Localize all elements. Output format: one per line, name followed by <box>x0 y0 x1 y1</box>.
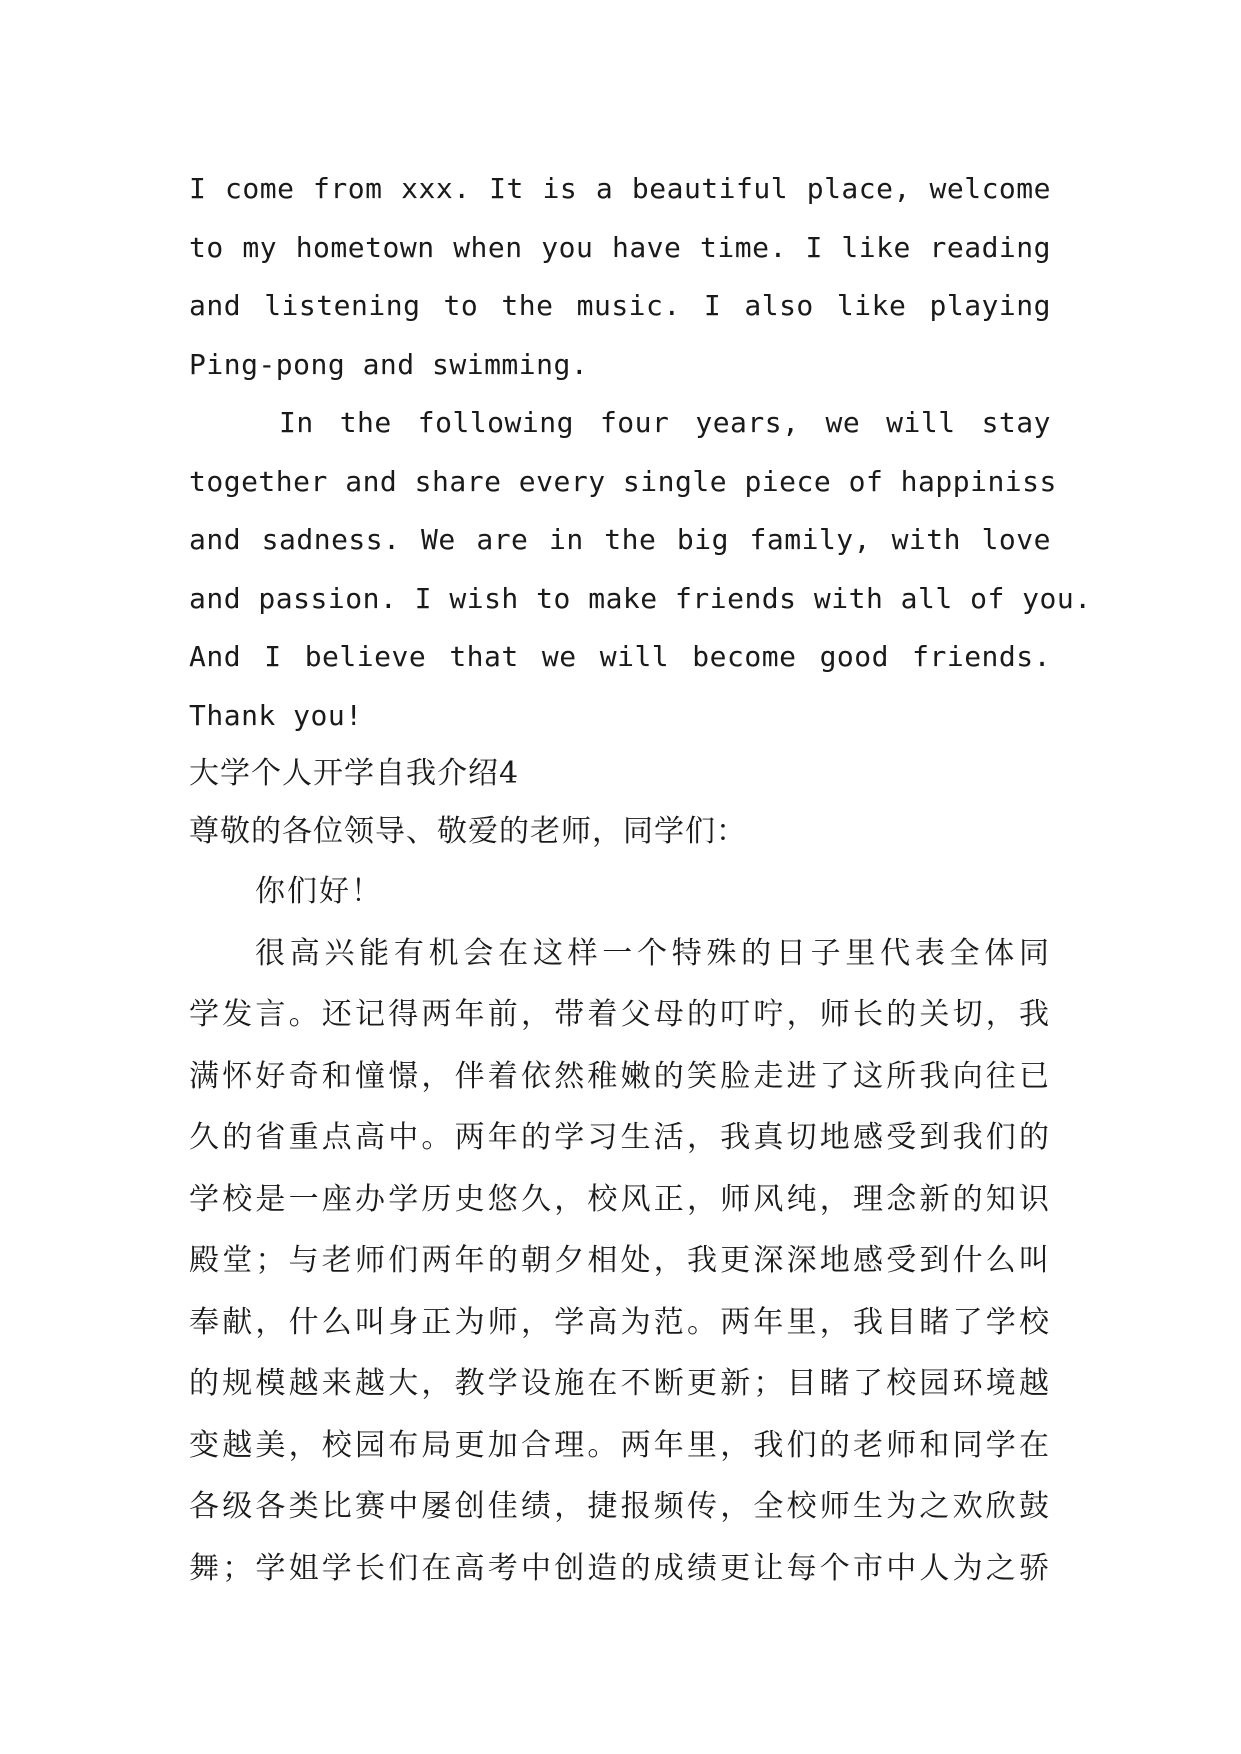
english-paragraph-1 <box>189 160 1051 394</box>
text-line: In the following four years, we will stay <box>279 406 1051 439</box>
text-line: 殿堂；与老师们两年的朝夕相处，我更深深地感受到什么叫 <box>189 1243 1051 1278</box>
text-line: 变越美，校园布局更加合理。两年里，我们的老师和同学在 <box>189 1427 1051 1463</box>
text-line: 满怀好奇和憧憬，伴着依然稚嫩的笑脸走进了这所我向往已 <box>189 1058 1051 1094</box>
chinese-paragraph <box>189 923 1051 1600</box>
text-line: And I believe that we will become good friends. <box>189 640 1051 673</box>
document-body <box>189 160 1092 1599</box>
text-line: 的规模越来越大，教学设施在不断更新；目睹了校园环境越 <box>189 1366 1051 1401</box>
text-line: and passion. I wish to make friends with all of you. <box>189 581 1092 615</box>
text-line: 学校是一座办学历史悠久，校风正，师风纯，理念新的知识 <box>189 1181 1051 1217</box>
text-line: 奉献，什么叫身正为师，学高为范。两年里，我目睹了学校 <box>189 1304 1051 1340</box>
text-line: 学发言。还记得两年前，带着父母的叮咛，师长的关切，我 <box>189 997 1051 1032</box>
text-line: to my hometown when you have time. I like reading <box>189 230 1051 264</box>
text-line: 各级各类比赛中屡创佳绩，捷报频传，全校师生为之欢欣鼓 <box>189 1489 1051 1524</box>
text-line: together and share every single piece of happiniss <box>189 464 1057 498</box>
text-line: and sadness. We are in the big family, with love <box>189 523 1051 556</box>
english-paragraph-2 <box>189 394 1092 745</box>
text-line: 久的省重点高中。两年的学习生活，我真切地感受到我们的 <box>189 1120 1051 1155</box>
text-line: I come from xxx. It is a beautiful place, welcome <box>189 172 1051 205</box>
text-line: 舞；学姐学长们在高考中创造的成绩更让每个市中人为之骄 <box>189 1550 1051 1586</box>
text-line: Ping-pong and swimming. <box>189 347 589 381</box>
salutation: 尊敬的各位领导、敬爱的老师，同学们： <box>189 814 747 849</box>
greeting: 你们好！ <box>255 874 383 909</box>
text-line: 很高兴能有机会在这样一个特殊的日子里代表全体同 <box>255 935 1051 971</box>
text-line: and listening to the music. I also like playing <box>189 289 1051 322</box>
text-line: Thank you! <box>189 698 363 732</box>
section-heading: 大学个人开学自我介绍4 <box>189 756 520 791</box>
